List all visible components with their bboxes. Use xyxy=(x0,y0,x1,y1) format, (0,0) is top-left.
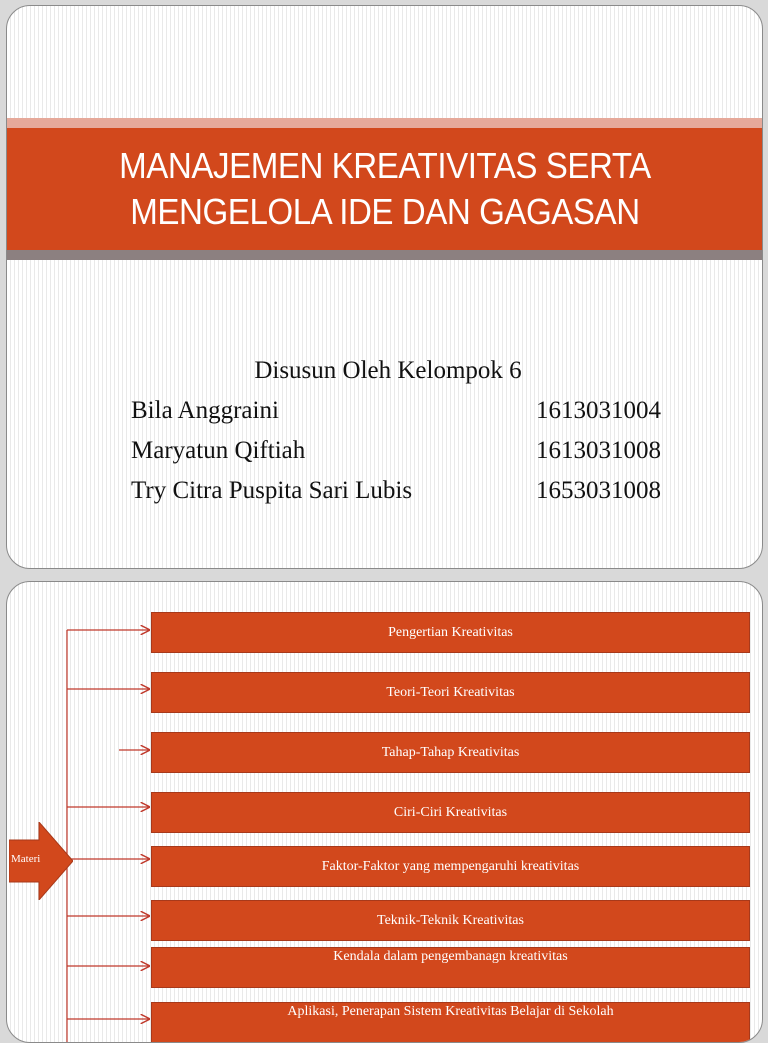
topic-box: Aplikasi, Penerapan Sistem Kreativitas Belajar di Sekolah xyxy=(151,1002,750,1043)
slide-title-line2: MENGELOLA IDE DAN GAGASAN xyxy=(129,191,640,232)
topic-box: Tahap-Tahap Kreativitas xyxy=(151,732,750,773)
author-id: 1613031008 xyxy=(536,437,661,464)
author-row xyxy=(131,391,661,431)
topic-box: Kendala dalam pengembanagn kreativitas xyxy=(151,947,750,988)
slide-title-line1: MANAJEMEN KREATIVITAS SERTA xyxy=(118,145,651,186)
authors-heading: Disusun Oleh Kelompok 6 xyxy=(254,357,522,384)
topic-box: Teknik-Teknik Kreativitas xyxy=(151,900,750,941)
author-name: Maryatun Qiftiah xyxy=(131,437,306,464)
slide-title xyxy=(119,143,651,235)
author-name: Bila Anggraini xyxy=(131,397,279,424)
title-top-stripe xyxy=(7,118,762,128)
topic-box: Faktor-Faktor yang mempengaruhi kreativitas xyxy=(151,846,750,887)
author-row xyxy=(131,471,661,511)
topic-box: Teori-Teori Kreativitas xyxy=(151,672,750,713)
materi-slide xyxy=(6,581,763,1043)
title-bar xyxy=(7,128,762,250)
author-row xyxy=(131,431,661,471)
title-bottom-stripe xyxy=(7,250,762,260)
author-id: 1613031004 xyxy=(536,397,661,424)
topic-box: Pengertian Kreativitas xyxy=(151,612,750,653)
authors-block xyxy=(131,351,661,511)
author-name: Try Citra Puspita Sari Lubis xyxy=(131,477,413,504)
title-slide xyxy=(6,5,763,569)
materi-label: Materi xyxy=(11,853,41,865)
topic-box: Ciri-Ciri Kreativitas xyxy=(151,792,750,833)
author-id: 1653031008 xyxy=(536,477,661,504)
